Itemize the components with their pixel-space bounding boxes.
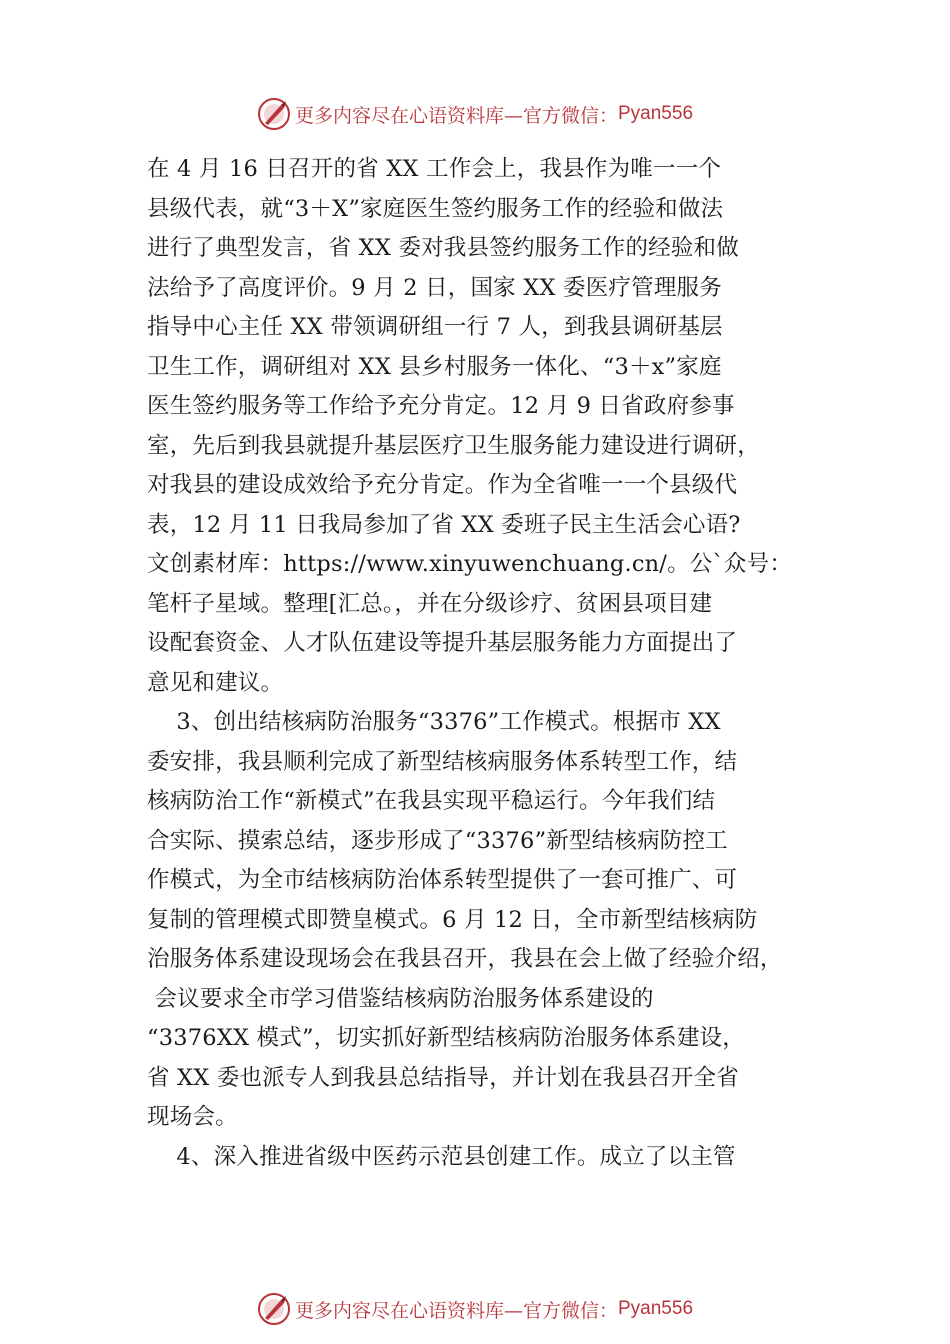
text-line: 对我县的建设成效给予充分肯定。作为全省唯一一个县级代: [147, 472, 738, 498]
quill-logo-icon: [257, 1292, 291, 1326]
text-line: 现场会。: [147, 1104, 238, 1130]
text-line: 在 4 月 16 日召开的省 XX 工作会上，我县作为唯一一个: [147, 156, 722, 182]
text-line: 意见和建议。: [147, 669, 284, 696]
text-line: 指导中心主任 XX 带领调研组一行 7 人，到我县调研基层: [147, 314, 723, 340]
text-line: 治服务体系建设现场会在我县召开，我县在会上做了经验介绍，: [147, 946, 783, 972]
text-line: 作模式，为全市结核病防治体系转型提供了一套可推广、可: [147, 867, 738, 893]
text-line: 复制的管理模式即赞皇模式。6 月 12 日，全市新型结核病防: [147, 906, 758, 933]
text-line: 会议要求全市学习借鉴结核病防治服务体系建设的: [147, 985, 654, 1012]
text-line: 进行了典型发言，省 XX 委对我县签约服务工作的经验和做: [147, 235, 739, 261]
banner-wechat-id: Pyan556: [618, 1298, 694, 1319]
text-line: 卫生工作，调研组对 XX 县乡村服务一体化、“3＋x”家庭: [147, 353, 722, 380]
text-line: 设配套资金、人才队伍建设等提升基层服务能力方面提出了: [147, 630, 738, 656]
text-line: 合实际、摸索总结，逐步形成了“3376”新型结核病防控工: [147, 827, 728, 854]
text-line: 表，12 月 11 日我局参加了省 XX 委班子民主生活会心语?: [147, 511, 741, 538]
banner-text-cn: 更多内容尽在心语资料库—官方微信：: [294, 104, 618, 127]
page-footer-banner: [0, 1289, 950, 1329]
text-line: 医生签约服务等工作给予充分肯定。12 月 9 日省政府参事: [147, 393, 735, 419]
text-line: 4、深入推进省级中医药示范县创建工作。成立了以主管: [147, 1143, 736, 1170]
quill-logo-icon: [257, 97, 291, 131]
text-line: 笔杆子星域。整理[汇总。，并在分级诊疗、贫困县项目建: [147, 590, 713, 617]
page-header-banner: [0, 94, 950, 134]
text-line: 核病防治工作“新模式”在我县实现平稳运行。今年我们结: [147, 788, 716, 814]
text-line: 文创素材库：https://www.xinyuwenchuang.cn/。公`众号：: [147, 551, 793, 577]
banner-text-cn: 更多内容尽在心语资料库—官方微信：: [294, 1299, 618, 1322]
text-line: 县级代表，就“3＋X”家庭医生签约服务工作的经验和做法: [147, 195, 724, 222]
text-line: 室，先后到我县就提升基层医疗卫生服务能力建设进行调研，: [147, 432, 760, 459]
text-line: 省 XX 委也派专人到我县总结指导，并计划在我县召开全省: [147, 1064, 739, 1091]
text-line: 委安排，我县顺利完成了新型结核病服务体系转型工作，结: [147, 748, 738, 775]
text-line: 3、创出结核病防治服务“3376”工作模式。根据市 XX: [147, 709, 721, 735]
document-body: [147, 150, 847, 1177]
text-line: “3376XX 模式”，切实抓好新型结核病防治服务体系建设，: [147, 1025, 745, 1051]
banner-wechat-id: Pyan556: [618, 103, 694, 124]
text-line: 法给予了高度评价。9 月 2 日，国家 XX 委医疗管理服务: [147, 274, 722, 301]
